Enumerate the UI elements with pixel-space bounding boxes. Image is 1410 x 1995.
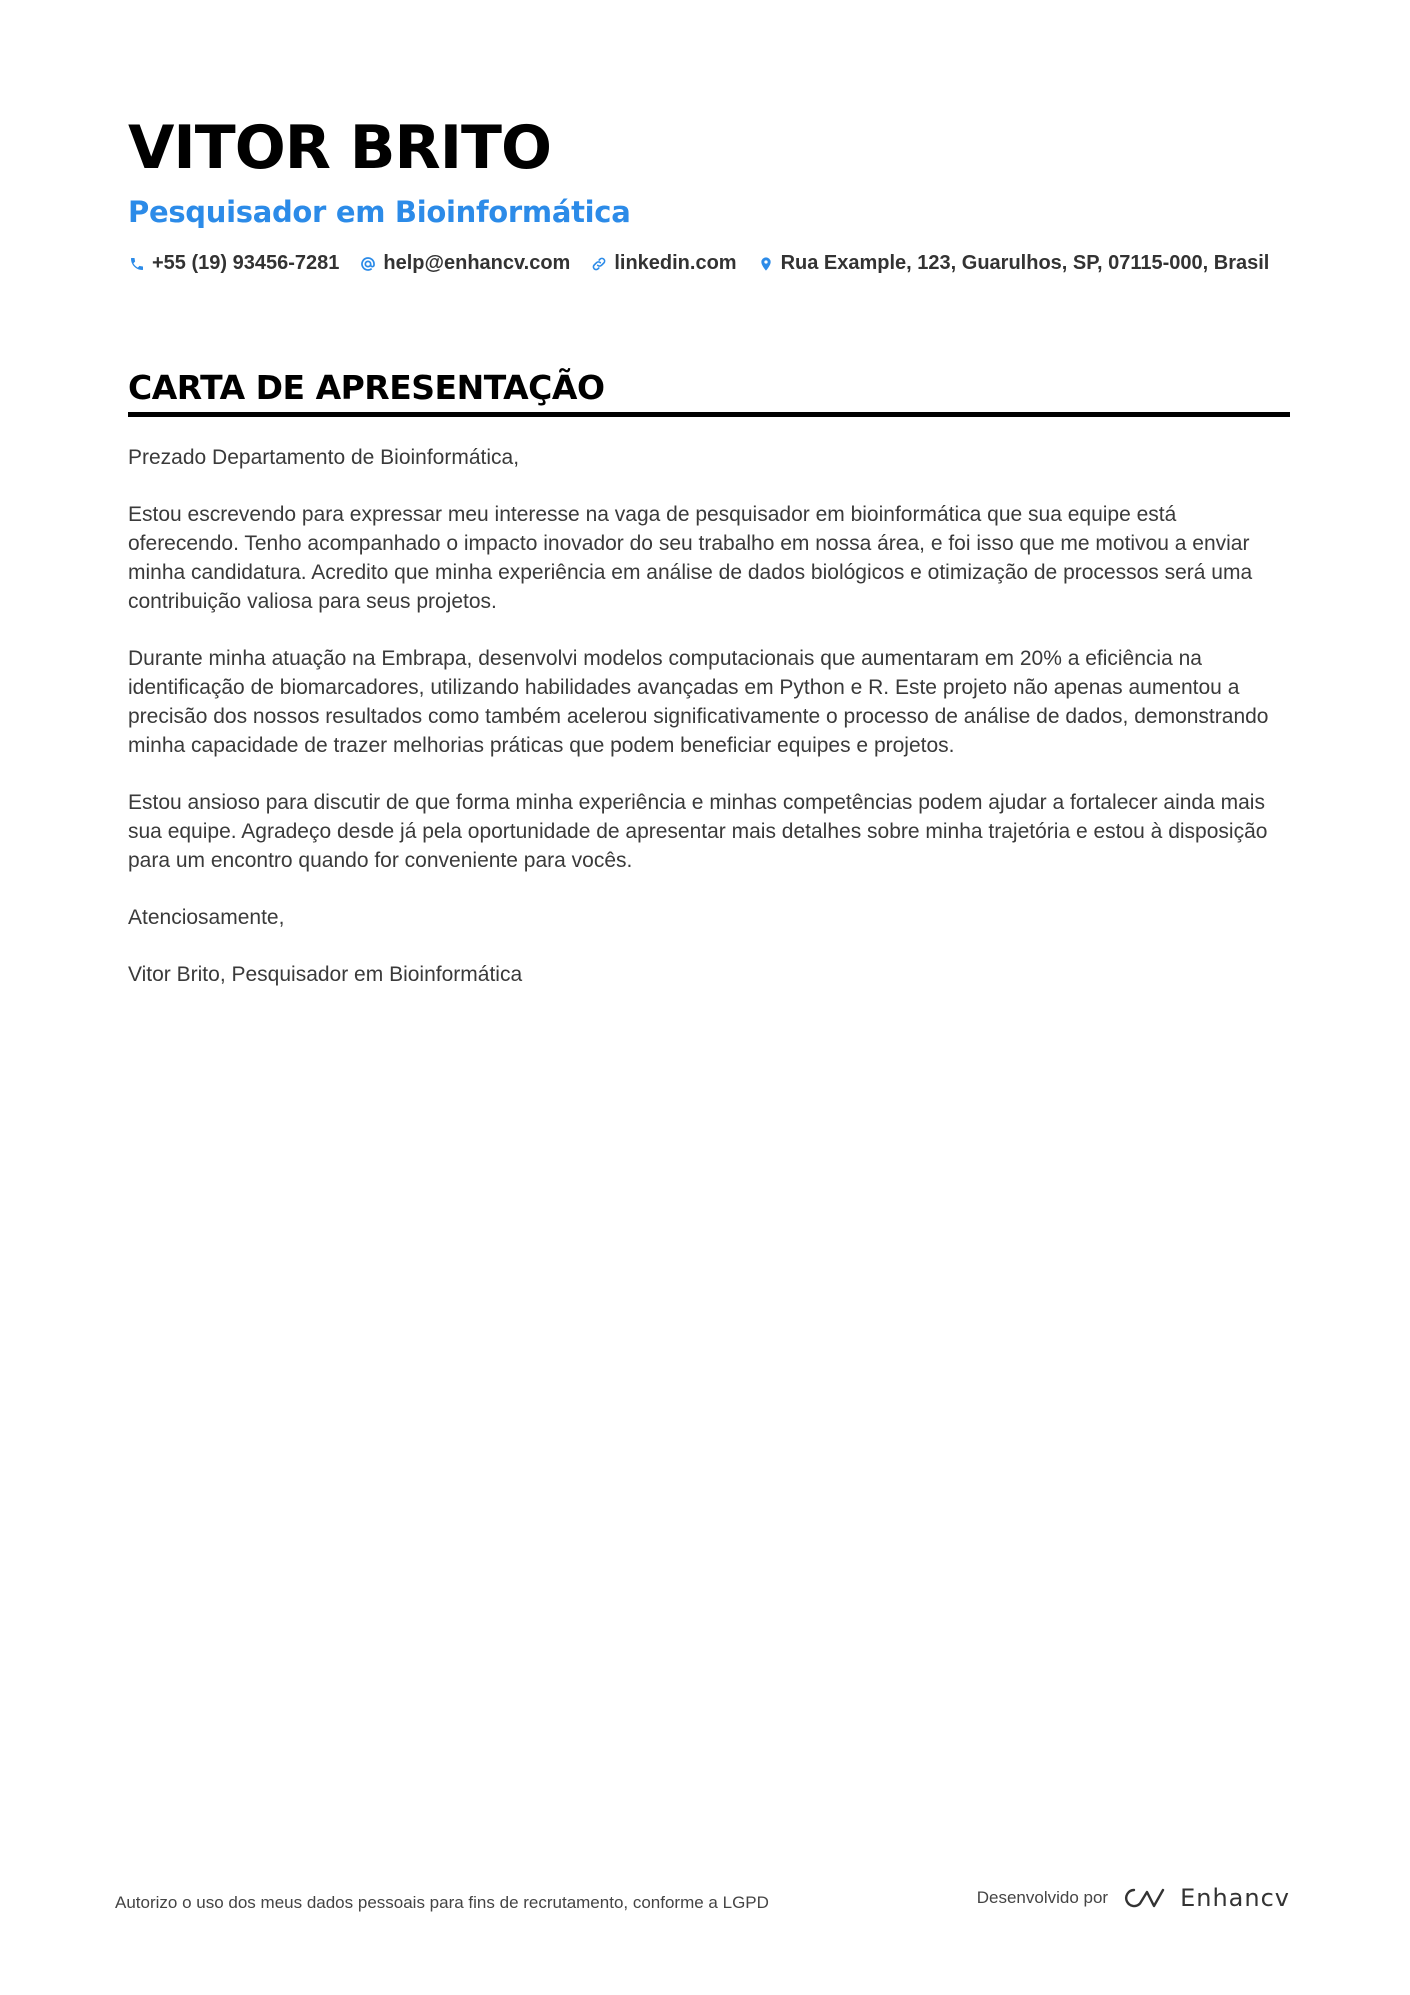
letter-paragraph: Estou escrevendo para expressar meu interesse na vaga de pesquisador em bioinformática que sua equipe está oferecendo. Tenho acompanhado o impacto inovador do seu trabalho em nossa área, e foi isso que me motivou a enviar minha candidatura. Acredito que minha experiência em análise de dados biológicos e otimização de processos será uma contribuição valiosa para seus projetos.: [128, 503, 1253, 613]
letter-paragraph: Durante minha atuação na Embrapa, desenvolvi modelos computacionais que aumentaram em 20% a eficiência na identificação de biomarcadores, utilizando habilidades avançadas em Python e R. Este projeto não apenas aumentou a precisão dos nossos resultados como também acelerou significativamente o processo de análise de dados, demonstrando minha capacidade de trazer melhorias práticas que podem beneficiar equipes e projetos.: [128, 647, 1269, 757]
contact-phone-text: +55 (19) 93456-7281: [152, 252, 340, 274]
consent-note: Autorizo o uso dos meus dados pessoais para fins de recrutamento, conforme a LGPD: [115, 1893, 769, 1912]
section-divider: [128, 412, 1290, 417]
letter-body: [128, 443, 1290, 989]
link-icon: [590, 255, 608, 273]
phone-icon: [128, 255, 146, 273]
contact-phone[interactable]: [128, 252, 339, 275]
enhancv-logo-icon: [1120, 1884, 1168, 1912]
contact-address-text: Rua Example, 123, Guarulhos, SP, 07115-000, Brasil: [780, 252, 1270, 274]
powered-by-label: Desenvolvido por: [976, 1888, 1109, 1907]
at-icon: [359, 255, 377, 273]
section-title: CARTA DE APRESENTAÇÃO: [128, 368, 605, 407]
contact-email[interactable]: [359, 252, 570, 275]
letter-closing: Atenciosamente,: [128, 906, 285, 929]
contact-linkedin-text: linkedin.com: [614, 252, 737, 274]
contact-email-text: help@enhancv.com: [383, 252, 571, 274]
contact-address: [757, 252, 1270, 275]
letter-paragraph: Estou ansioso para discutir de que forma minha experiência e minhas competências podem ajudar a fortalecer ainda mais sua equipe. Agradeço desde já pela oportunidade de apresentar mais detalhes sobre minha trajetória e estou à disposição para um encontro quando for conveniente para vocês.: [128, 791, 1268, 872]
candidate-name: VITOR BRITO: [128, 113, 551, 183]
letter-greeting: Prezado Departamento de Bioinformática,: [128, 446, 520, 469]
contact-linkedin[interactable]: [590, 252, 736, 275]
letter-signature: Vitor Brito, Pesquisador em Bioinformática: [128, 963, 523, 986]
brand-name: Enhancv: [1180, 1884, 1290, 1912]
powered-by[interactable]: [977, 1884, 1290, 1912]
contact-bar: [128, 252, 1288, 275]
header: [128, 112, 1288, 275]
cover-letter-section: [128, 366, 1290, 1017]
candidate-title: Pesquisador em Bioinformática: [128, 195, 631, 229]
location-pin-icon: [757, 255, 775, 273]
